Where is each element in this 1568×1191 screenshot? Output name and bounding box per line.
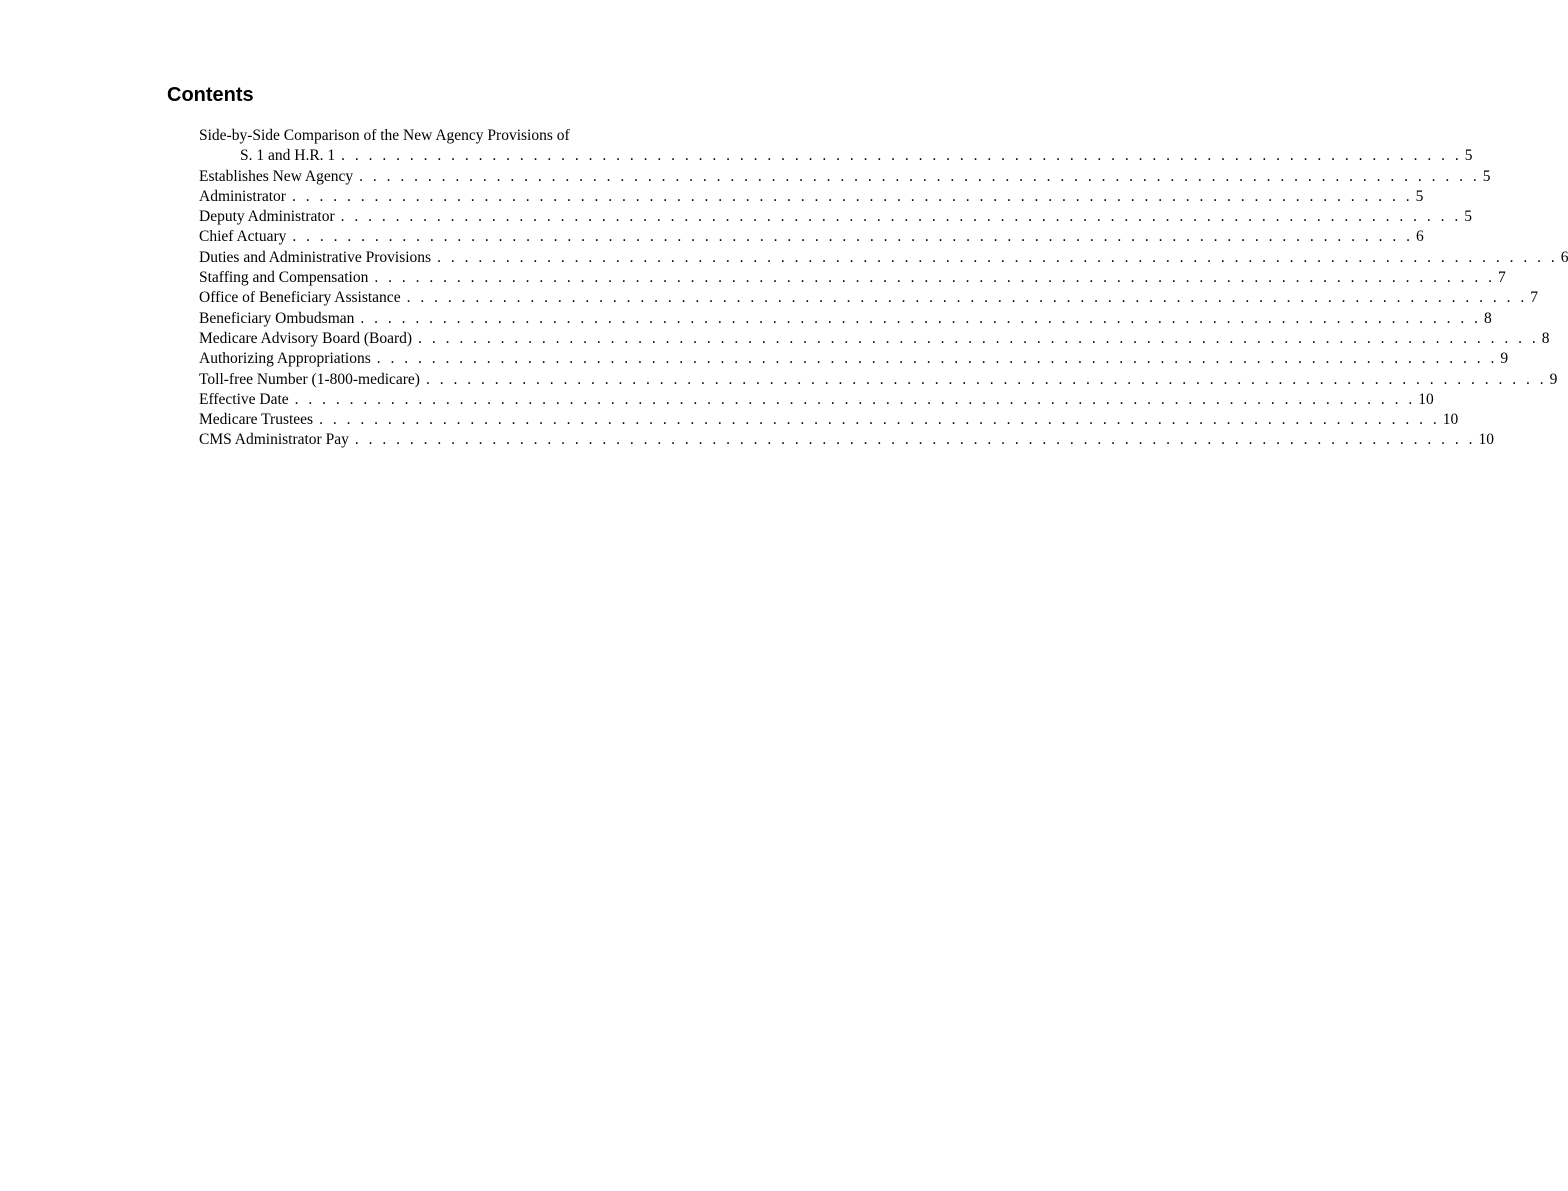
toc-page-number: 8 xyxy=(1541,329,1550,347)
toc-entry-title: Toll-free Number (1-800-medicare) xyxy=(199,370,420,388)
dot-leader: . . . . . . . . . . . . . . . . . . . . . . . . . . . . . . . . . . . . . . . . . . . . . . . . . . . . . . . . . . . . . . . . . . . . . . . . . . . . . . . . . . xyxy=(354,431,1476,449)
dot-leader: . . . . . . . . . . . . . . . . . . . . . . . . . . . . . . . . . . . . . . . . . . . . . . . . . . . . . . . . . . . . . . . . . . . . . . . . . . . . . . . . . . xyxy=(359,167,1480,185)
toc-page-number: 10 xyxy=(1418,390,1434,408)
toc-entry-title: Deputy Administrator xyxy=(199,208,335,226)
toc-entry-title-line1: Side-by-Side Comparison of the New Agency Provisions of xyxy=(199,127,570,144)
dot-leader: . . . . . . . . . . . . . . . . . . . . . . . . . . . . . . . . . . . . . . . . . . . . . . . . . . . . . . . . . . . . . . . . . . . . . . . . . . . . . . . . . . xyxy=(406,289,1528,307)
dot-leader: . . . . . . . . . . . . . . . . . . . . . . . . . . . . . . . . . . . . . . . . . . . . . . . . . . . . . . . . . . . . . . . . . . . . . . . . . . . . . . . . . . xyxy=(341,147,1462,165)
toc-entry-title: Duties and Administrative Provisions xyxy=(199,248,432,266)
toc-entry-title: Authorizing Appropriations xyxy=(199,350,371,368)
toc-page-number: 5 xyxy=(1415,187,1424,205)
toc-entry-medicare-trustees[interactable] xyxy=(199,410,1459,430)
toc-entry-deputy-administrator[interactable] xyxy=(199,207,1472,227)
table-of-contents xyxy=(199,126,1568,451)
toc-page-number: 5 xyxy=(1464,208,1472,226)
dot-leader: . . . . . . . . . . . . . . . . . . . . . . . . . . . . . . . . . . . . . . . . . . . . . . . . . . . . . . . . . . . . . . . . . . . . . . . . . . . . . . . . . . xyxy=(340,208,1462,226)
toc-page-number: 9 xyxy=(1500,350,1509,368)
toc-entry-beneficiary-ombudsman[interactable] xyxy=(199,309,1492,329)
toc-entry-title: Medicare Advisory Board (Board) xyxy=(199,329,413,347)
toc-entry-office-of-beneficiary-assistance[interactable] xyxy=(199,288,1538,308)
toc-page-number: 7 xyxy=(1530,289,1538,307)
dot-leader: . . . . . . . . . . . . . . . . . . . . . . . . . . . . . . . . . . . . . . . . . . . . . . . . . . . . . . . . . . . . . . . . . . . . . . . . . . . . . . . . . . xyxy=(418,329,1539,347)
toc-entry-title: Administrator xyxy=(199,187,286,205)
toc-page-number: 5 xyxy=(1464,147,1473,165)
toc-entry-toll-free-number[interactable] xyxy=(199,370,1558,390)
toc-entry-title: Beneficiary Ombudsman xyxy=(199,309,355,327)
toc-page-number: 8 xyxy=(1484,309,1492,327)
dot-leader: . . . . . . . . . . . . . . . . . . . . . . . . . . . . . . . . . . . . . . . . . . . . . . . . . . . . . . . . . . . . . . . . . . . . . . . . . . . . . . . . . . xyxy=(437,248,1558,266)
toc-entry-title: S. 1 and H.R. 1 xyxy=(240,147,336,165)
toc-entry-effective-date[interactable] xyxy=(199,390,1434,410)
dot-leader: . . . . . . . . . . . . . . . . . . . . . . . . . . . . . . . . . . . . . . . . . . . . . . . . . . . . . . . . . . . . . . . . . . . . . . . . . . . . . . . . . . xyxy=(425,370,1547,388)
toc-entry-title: Medicare Trustees xyxy=(199,411,314,429)
toc-entry-medicare-advisory-board[interactable] xyxy=(199,329,1550,349)
toc-page-number: 6 xyxy=(1416,228,1424,246)
dot-leader: . . . . . . . . . . . . . . . . . . . . . . . . . . . . . . . . . . . . . . . . . . . . . . . . . . . . . . . . . . . . . . . . . . . . . . . . . . . . . . . . . . xyxy=(294,390,1416,408)
toc-entry-establishes-new-agency[interactable] xyxy=(199,167,1491,187)
toc-entry-title: CMS Administrator Pay xyxy=(199,431,349,449)
toc-entry-chief-actuary[interactable] xyxy=(199,227,1424,247)
dot-leader: . . . . . . . . . . . . . . . . . . . . . . . . . . . . . . . . . . . . . . . . . . . . . . . . . . . . . . . . . . . . . . . . . . . . . . . . . . . . . . . . . . xyxy=(374,269,1495,287)
toc-entry-title: Chief Actuary xyxy=(199,228,287,246)
dot-leader: . . . . . . . . . . . . . . . . . . . . . . . . . . . . . . . . . . . . . . . . . . . . . . . . . . . . . . . . . . . . . . . . . . . . . . . . . . . . . . . . . . xyxy=(376,350,1498,368)
toc-page-number: 6 xyxy=(1560,248,1568,266)
toc-entry-administrator[interactable] xyxy=(199,187,1424,207)
toc-entry-authorizing-appropriations[interactable] xyxy=(199,349,1509,369)
toc-entry-side-by-side[interactable] xyxy=(199,126,1473,167)
page-title: Contents xyxy=(167,84,254,106)
dot-leader: . . . . . . . . . . . . . . . . . . . . . . . . . . . . . . . . . . . . . . . . . . . . . . . . . . . . . . . . . . . . . . . . . . . . . . . . . . . . . . . . . . xyxy=(319,411,1440,429)
toc-entry-title: Establishes New Agency xyxy=(199,167,354,185)
toc-entry-title: Office of Beneficiary Assistance xyxy=(199,289,401,307)
toc-entry-staffing-and-compensation[interactable] xyxy=(199,268,1506,288)
toc-page-number: 10 xyxy=(1442,411,1459,429)
toc-entry-title: Staffing and Compensation xyxy=(199,269,369,287)
toc-page-number: 5 xyxy=(1482,167,1491,185)
dot-leader: . . . . . . . . . . . . . . . . . . . . . . . . . . . . . . . . . . . . . . . . . . . . . . . . . . . . . . . . . . . . . . . . . . . . . . . . . . . . . . . . . . xyxy=(291,187,1413,205)
toc-page-number: 9 xyxy=(1549,370,1558,388)
dot-leader: . . . . . . . . . . . . . . . . . . . . . . . . . . . . . . . . . . . . . . . . . . . . . . . . . . . . . . . . . . . . . . . . . . . . . . . . . . . . . . . . . . xyxy=(360,309,1482,327)
dot-leader: . . . . . . . . . . . . . . . . . . . . . . . . . . . . . . . . . . . . . . . . . . . . . . . . . . . . . . . . . . . . . . . . . . . . . . . . . . . . . . . . . . xyxy=(292,228,1414,246)
toc-page-number: 10 xyxy=(1478,431,1494,449)
toc-entry-cms-administrator-pay[interactable] xyxy=(199,430,1494,450)
toc-entry-title: Effective Date xyxy=(199,390,289,408)
toc-entry-duties-and-administrative-provisions[interactable] xyxy=(199,248,1568,268)
toc-page-number: 7 xyxy=(1497,269,1506,287)
